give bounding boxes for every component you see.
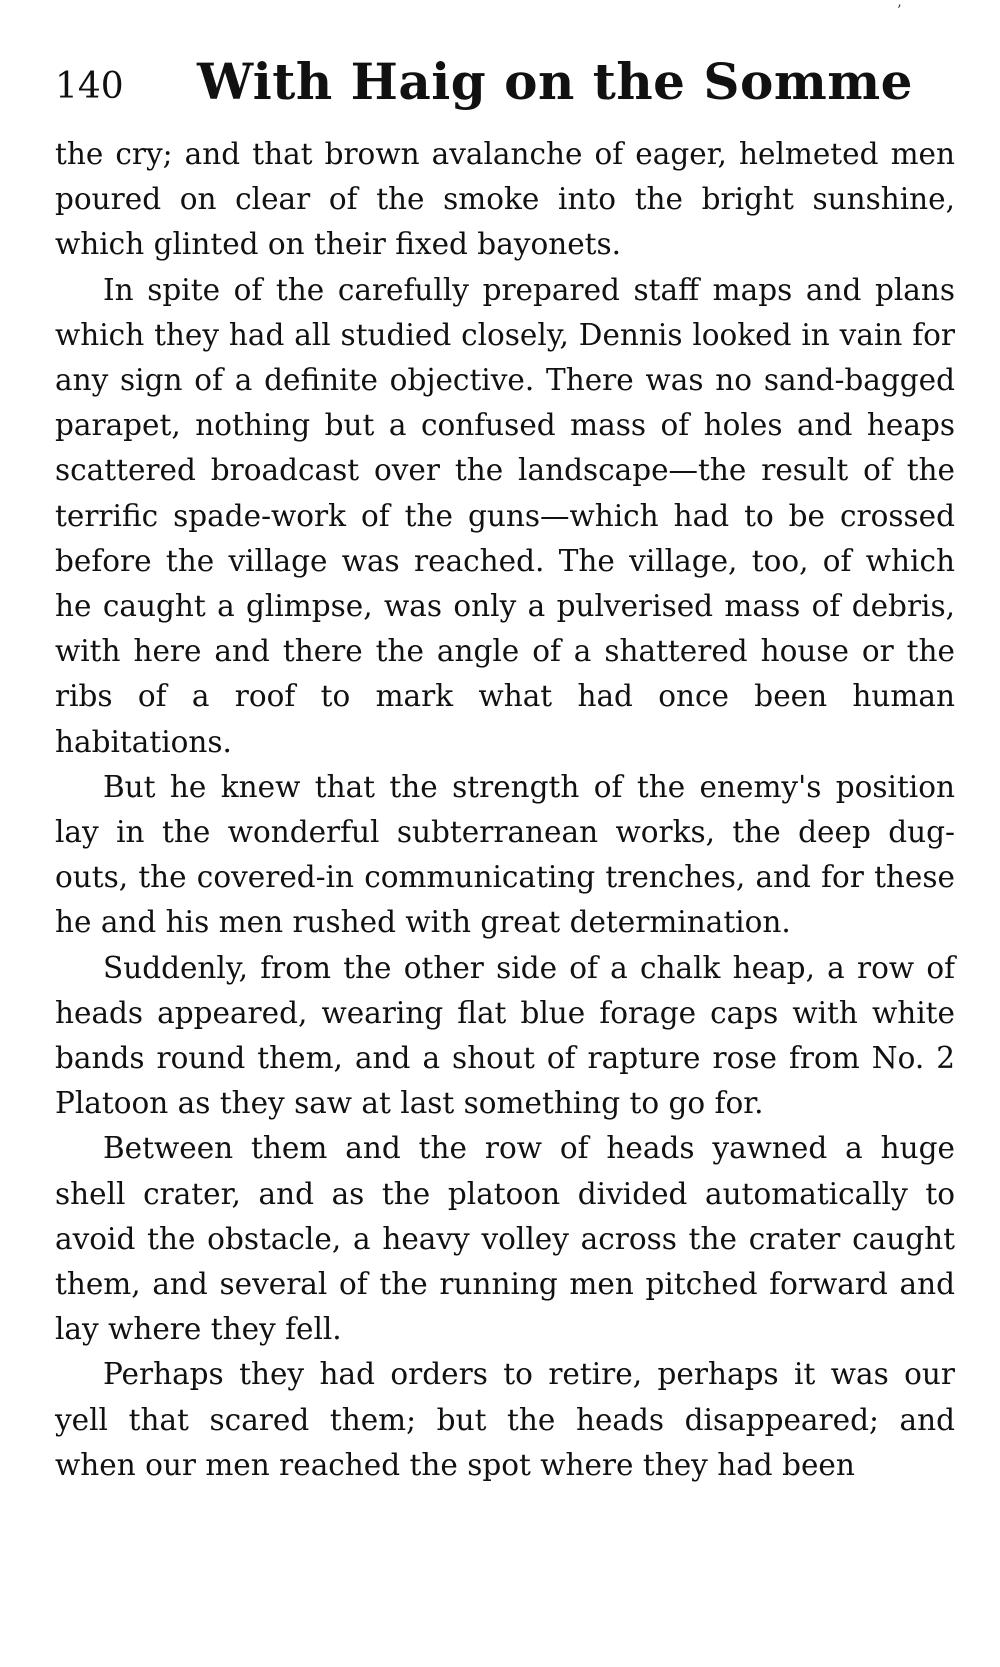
paragraph: But he knew that the strength of the enemy's position lay in the wonderful subterranean works, the deep dug-outs, the covered-in communicating trenches, and for these he and his men rushed with great determination.: [55, 769, 955, 940]
stray-ink-mark: ’: [897, 3, 902, 19]
paragraph: Between them and the row of heads yawned a huge shell crater, and as the platoon divided automatically to avoid the obstacle, a heavy volley across the crater caught them, and several of the running men pitched forward and lay where they fell.: [55, 1131, 955, 1347]
page-number: 140: [55, 66, 124, 107]
paragraph: Suddenly, from the other side of a chalk heap, a row of heads appeared, wearing flat blue forage caps with white bands round them, and a shout of rapture rose from No. 2 Platoon as they saw at last something to go for.: [55, 950, 955, 1121]
body-text: [55, 132, 955, 1488]
running-title: With Haig on the Somme: [197, 52, 913, 111]
paragraph: Perhaps they had orders to retire, perhaps it was our yell that scared them; but the heads disappeared; and when our men reached the spot where they had been: [55, 1357, 955, 1482]
book-page: [55, 52, 955, 1488]
running-head: [55, 52, 955, 132]
paragraph-continuation: the cry; and that brown avalanche of eager, helmeted men poured on clear of the smoke into the bright sunshine, which glinted on their fixed bayonets.: [55, 137, 955, 262]
paragraph: In spite of the carefully prepared staff maps and plans which they had all studied closely, Dennis looked in vain for any sign of a definite objective. There was no sand-bagged parapet, nothing but a confused mass of holes and heaps scattered broadcast over the landscape—the result of the terrific spade-work of the guns—which had to be crossed before the village was reached. The village, too, of which he caught a glimpse, was only a pulverised mass of debris, with here and there the angle of a shattered house or the ribs of a roof to mark what had once been human habitations.: [55, 272, 955, 759]
